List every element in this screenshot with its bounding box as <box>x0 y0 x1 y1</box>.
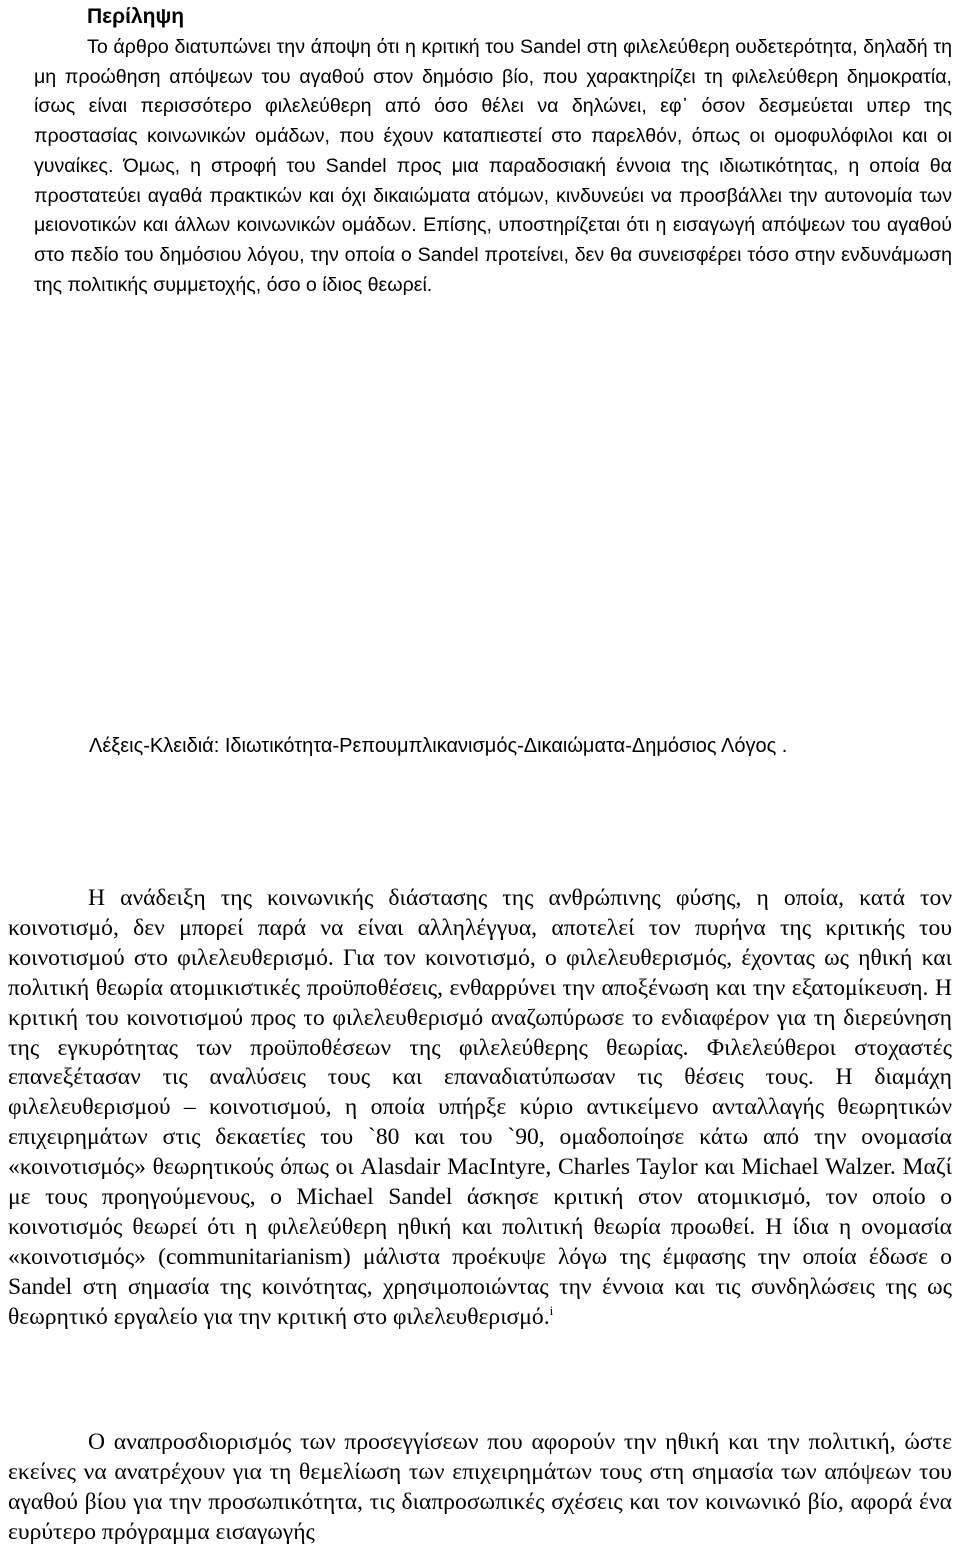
abstract-paragraph: Το άρθρο διατυπώνει την άποψη ότι η κριτική του Sandel στη φιλελεύθερη ουδετερότητα, δηλαδή τη μη προώθηση απόψεων του αγαθού στον δημόσιο βίο, που χαρακτηρίζει τη φιλελεύθερη δημοκρατία, ίσως είναι περισσότερο φιλελεύθερη από όσο θέλει να δηλώνει, εφ᾽ όσον δεσμεύεται υπερ της προστασίας κοινωνικών ομάδων, που έχουν καταπιεστεί στο παρελθόν, όπως οι ομοφυλόφιλοι και οι γυναίκες. Όμως, η στροφή του Sandel προς μια παραδοσιακή έννοια της ιδιωτικότητας, η οποία θα προστατεύει αγαθά πρακτικών και όχι δικαιώματα ατόμων, κινδυνεύει να προσβάλλει την αυτονομία των μειονοτικών και άλλων κοινωνικών ομάδων. Επίσης, υποστηρίζεται ότι η εισαγωγή απόψεων του αγαθού στο πεδίο του δημόσιου λόγου, την οποία ο Sandel προτείνει, δεν θα συνεισφέρει τόσο στην ενδυνάμωση της πολιτικής συμμετοχής, όσο ο ίδιος θεωρεί. <box>34 36 952 296</box>
abstract-heading: Περίληψη <box>87 5 185 28</box>
body-paragraph-1-text: Η ανάδειξη της κοινωνικής διάστασης της ανθρώπινης φύσης, η οποία, κατά τον κοινοτισμό, δεν μπορεί παρά να είναι αλληλέγγυα, αποτελεί τον πυρήνα της κριτικής του κοινοτισμού στο φιλελευθερισμό. Για τον κοινοτισμό, ο φιλελευθερισμός, έχοντας ως ηθική και πολιτική θεωρία ατομικιστικές προϋποθέσεις, ενθαρρύνει την αποξένωση και την εξατομίκευση. Η κριτική του κοινοτισμού προς το φιλελευθερισμό αναζωπύρωσε το ενδιαφέρον για τη διερεύνηση της εγκυρότητας των προϋποθέσεων της φιλελεύθερης θεωρίας. Φιλελεύθεροι στοχαστές επανεξέτασαν τις αναλύσεις τους και επαναδιατύπωσαν τις θέσεις τους. Η διαμάχη φιλελευθερισμού – κοινοτισμού, η οποία υπήρξε κύριο αντικείμενο ανταλλαγής θεωρητικών επιχειρημάτων στις δεκαετίες του `80 και του `90, ομαδοποίησε κάτω από την ονομασία «κοινοτισμός» θεωρητικούς όπως οι Alasdair MacIntyre, Charles Taylor και Michael Walzer. Μαζί με τους προηγούμενους, ο Michael Sandel άσκησε κριτική στον ατομικισμό, τον οποίο ο κοινοτισμός θεωρεί ότι η φιλελεύθερη ηθική και πολιτική θεωρία προωθεί. Η ίδια η ονομασία «κοινοτισμός» (communitarianism) μάλιστα προέκυψε λόγω της έμφασης την οποία έδωσε ο Sandel στη σημασία της κοινότητας, χρησιμοποιώντας την έννοια και τις συνδηλώσεις της ως θεωρητικό εργαλείο για την κριτική στο φιλελευθερισμό. <box>8 885 952 1330</box>
body-paragraph-1 <box>8 884 952 1333</box>
footnote-marker[interactable]: i <box>549 1302 554 1318</box>
body-paragraph-2: Ο αναπροσδιορισμός των προσεγγίσεων που αφορούν την ηθική και την πολιτική, ώστε εκείνες να ανατρέχουν για τη θεμελίωση των επιχειρημάτων τους στη σημασία των απόψεων του αγαθού βίου για την προσωπικότητα, τις διαπροσωπικές σχέσεις και τον κοινωνικό βίο, αφορά ένα ευρύτερο πρόγραμμα εισαγωγής <box>8 1429 952 1545</box>
keywords-line: Λέξεις-Κλειδιά: Ιδιωτικότητα-Ρεπουμπλικανισμός-Δικαιώματα-Δημόσιος Λόγος . <box>89 735 788 757</box>
